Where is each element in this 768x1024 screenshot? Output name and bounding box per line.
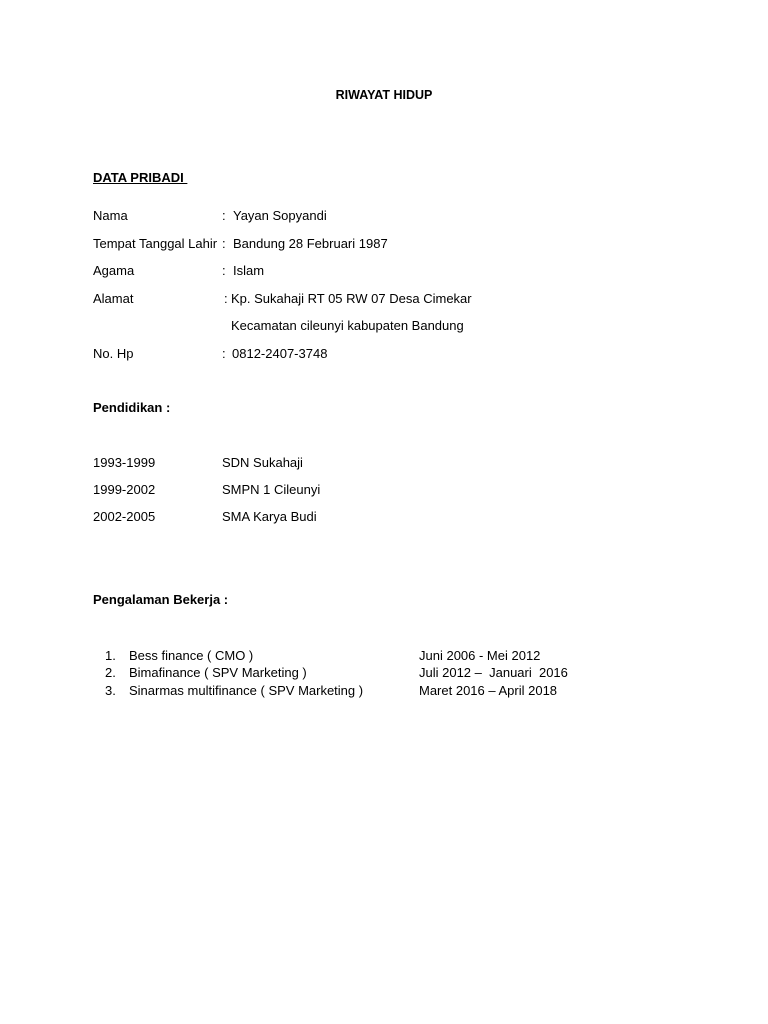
section-heading-pendidikan: Pendidikan : <box>93 400 171 415</box>
field-value-agama: Islam <box>233 263 265 278</box>
field-label-no-hp: No. Hp <box>93 346 134 361</box>
work-period: Maret 2016 – April 2018 <box>419 683 558 698</box>
field-value-alamat-line2: Kecamatan cileunyi kabupaten Bandung <box>231 318 464 333</box>
field-separator: : <box>222 263 226 278</box>
work-company: Bimafinance ( SPV Marketing ) <box>129 665 307 680</box>
education-school: SMPN 1 Cileunyi <box>222 482 321 497</box>
field-separator: : <box>224 291 228 306</box>
education-years: 2002-2005 <box>93 509 156 524</box>
section-heading-pengalaman: Pengalaman Bekerja : <box>93 592 229 607</box>
field-value-no-hp: 0812-2407-3748 <box>232 346 328 361</box>
education-school: SDN Sukahaji <box>222 455 303 470</box>
list-item-number: 1. <box>105 648 116 663</box>
field-separator: : <box>222 236 226 251</box>
list-item-number: 3. <box>105 683 116 698</box>
section-heading-data-pribadi: DATA PRIBADI <box>93 170 188 185</box>
field-label-nama: Nama <box>93 208 128 223</box>
education-years: 1999-2002 <box>93 482 156 497</box>
field-separator: : <box>222 346 226 361</box>
field-label-agama: Agama <box>93 263 135 278</box>
work-period: Juni 2006 - Mei 2012 <box>419 648 541 663</box>
field-value-ttl: Bandung 28 Februari 1987 <box>233 236 388 251</box>
education-school: SMA Karya Budi <box>222 509 317 524</box>
education-years: 1993-1999 <box>93 455 156 470</box>
document-title: RIWAYAT HIDUP <box>335 88 433 102</box>
work-period: Juli 2012 – Januari 2016 <box>419 665 568 680</box>
field-value-alamat: Kp. Sukahaji RT 05 RW 07 Desa Cimekar <box>231 291 472 306</box>
work-company: Bess finance ( CMO ) <box>129 648 254 663</box>
list-item-number: 2. <box>105 665 116 680</box>
field-label-ttl: Tempat Tanggal Lahir <box>93 236 218 251</box>
field-value-nama: Yayan Sopyandi <box>233 208 327 223</box>
field-label-alamat: Alamat <box>93 291 134 306</box>
work-company: Sinarmas multifinance ( SPV Marketing ) <box>129 683 364 698</box>
field-separator: : <box>222 208 226 223</box>
